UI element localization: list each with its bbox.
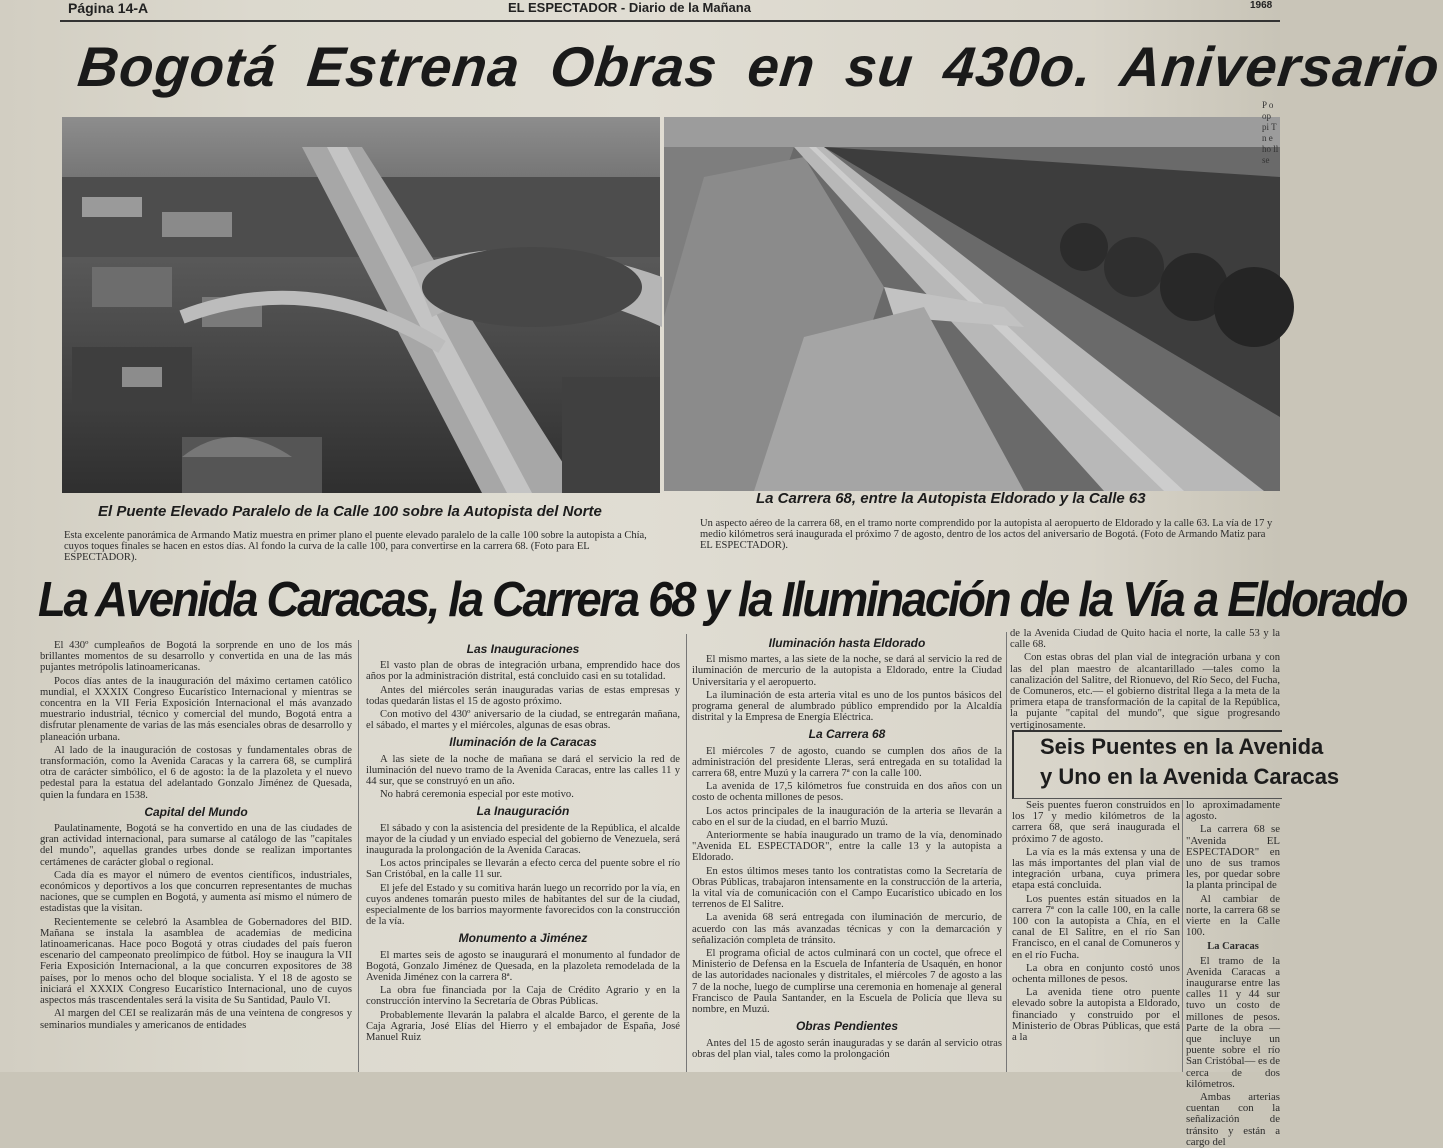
edge-year: 1968: [1250, 0, 1273, 11]
paragraph: Probablemente llevarán la palabra el alcalde Barco, el gerente de la Caja Agraria, José Elías del Hierro y el embajador de España, José Manuel Ruiz: [366, 1009, 680, 1044]
column-divider: [1182, 800, 1183, 1072]
paragraph: Cada día es mayor el número de eventos científicos, industriales, económicos y deportivos a los que concurren representantes de muchas naciones, que se cumplen en Bogotá, y aumenta así mismo el número de estadistas que la visitan.: [40, 869, 352, 915]
subhead-carrera-68: La Carrera 68: [808, 727, 886, 742]
paragraph: La iluminación de esta arteria vital es uno de los puntos básicos del programa general de alumbrado público emprendido por la Alcaldía distrital y la Empresa de Energía Eléctrica.: [692, 689, 1002, 724]
main-headline: Bogotá Estrena Obras en su 430o. Aniversario: [74, 35, 1443, 98]
article-column-1: [40, 640, 352, 1072]
paragraph: Antes del miércoles serán inauguradas varias de estas empresas y todas quedarán listas el 15 de agosto próximo.: [366, 684, 680, 707]
paragraph: El jefe del Estado y su comitiva harán luego un recorrido por la vía, en cuyos andenes tomarán puesto miles de habitantes del sur de la ciudad, especialmente de los barrios mayormente favorecidos con la construcción de la vía.: [366, 882, 680, 928]
paragraph: El vasto plan de obras de integración urbana, emprendido hace dos años por la administración distrital, está concluido casi en su totalidad.: [366, 660, 680, 683]
paragraph: Seis puentes fueron construidos en los 17 y medio kilómetros de la carrera 68, que será inaugurada el próximo 7 de agosto.: [1012, 799, 1180, 845]
sidebar-headline-box: [1012, 730, 1340, 799]
column-divider: [1006, 632, 1007, 1072]
paragraph: Pocos días antes de la inauguración del máximo certamen católico mundial, el XXXIX Congreso Eucarístico Internacional y mientras se concentra en la VII Feria Exposición Internacional el más avanzado muestrario industrial, técnico y comercial del mundo, Bogotá entra a disfrutar plenamente de varias de las más esenciales obras de desarrollo y planeación urbana.: [40, 675, 352, 743]
paragraph: Al cambiar de norte, la carrera 68 se vierte en la Calle 100.: [1186, 892, 1280, 939]
paragraph: El mismo martes, a las siete de la noche, se dará al servicio la red de iluminación de mercurio de la autopista a Eldorado, entre la Ciudad Universitaria y el aeropuerto.: [692, 654, 1002, 688]
paragraph: Al lado de la inauguración de costosas y fundamentales obras de transformación, como la Avenida Caracas y la carrera 68, se cumplirá otra de carácter simbólico, el 6 de agosto: la de la plazoleta y el nuevo pedestal para la estatua del adelantado Gonzalo Jiménez de Quesada, quien la fundara en 1538.: [40, 744, 352, 801]
paragraph: La vía es la más extensa y una de las más importantes del plan vial de integración urbana, cuya primera etapa está concluida.: [1012, 845, 1180, 892]
paragraph: Antes del 15 de agosto serán inauguradas y se darán al servicio otras obras del plan vial, tales como la prolongación: [692, 1037, 1002, 1060]
paragraph: La carrera 68 se "Avenida EL ESPECTADOR" en uno de sus tramos les, por quedar sobre la planta principal de: [1186, 823, 1280, 892]
photo-carrera-68: [664, 117, 1280, 491]
subhead-iluminacion-eldorado: Iluminación hasta Eldorado: [768, 636, 926, 650]
paragraph: La avenida de 17,5 kilómetros fue construida en dos años con un costo de ochenta millones de pesos.: [692, 781, 1002, 804]
masthead-rule: [60, 20, 1280, 22]
subhead-iluminacion-caracas: Iluminación de la Caracas: [449, 735, 597, 750]
paragraph: El miércoles 7 de agosto, cuando se cumplen dos años de la administración del presidente Lleras, será entregada en su totalidad la carrera 68, entre Muzú y la carrera 7ª con la calle 100.: [692, 745, 1002, 780]
paragraph: La obra en conjunto costó unos ochenta millones de pesos.: [1012, 961, 1180, 986]
paragraph: El programa oficial de actos culminará con un coctel, que ofrece el Ministerio de Defensa en la Escuela de Infantería de Usaquén, en honor de las autoridades nacionales y distritales, el miércoles 7 de agosto a las 7 de la noche, luego de cumplirse una ceremonia en homenaje al general Francisco de Paula Santander, en la Escuela de Policía que lleva su nombre, en Muzú.: [692, 948, 1002, 1016]
paragraph: de la Avenida Ciudad de Quito hacia el norte, la calle 53 y la calle 68.: [1010, 628, 1280, 651]
paragraph: Ambas arterias cuentan con la señalización de tránsito y están a cargo del: [1186, 1091, 1280, 1148]
subhead-monumento-jimenez: Monumento a Jiménez: [458, 931, 588, 946]
paragraph: Los actos principales se llevarán a efecto cerca del puente sobre el río San Cristóbal, en la calle 11 sur.: [366, 858, 680, 881]
left-photo-title: El Puente Elevado Paralelo de la Calle 100 sobre la Autopista del Norte: [98, 503, 602, 520]
paragraph: Con motivo del 430º aniversario de la ciudad, se entregarán mañana, el sábado, el martes y el miércoles, algunas de esas obras.: [366, 709, 680, 732]
right-photo-caption: Un aspecto aéreo de la carrera 68, en el tramo norte comprendido por la autopista al aeropuerto de Eldorado y la calle 63. La vía de 17 y medio kilómetros será inaugurada el próximo 7 de agosto, dentro de los actos del aniversario de Bogotá. (Foto de Armando Matiz para EL ESPECTADOR).: [700, 518, 1273, 551]
subhead-las-inauguraciones: Las Inauguraciones: [466, 642, 580, 656]
subhead-la-inauguracion: La Inauguración: [476, 804, 570, 819]
subhead-obras-pendientes: Obras Pendientes: [795, 1019, 899, 1034]
article-column-2: [366, 638, 680, 1072]
photo-puente-calle-100: [62, 117, 660, 493]
column-divider: [686, 634, 687, 1072]
paragraph: Al margen del CEI se realizarán más de una veintena de congresos y seminarios mundiales y americanos de entidades: [40, 1008, 352, 1031]
paragraph: Con estas obras del plan vial de integración urbana y con las del plan maestro de alcantarillado —tales como la canalización del Salitre, del Rionuevo, del Río Seco, del Fucha, de Comuneros, etc.— el gobierno distrital llega a la meta de la primera etapa de transformación de la capital de la República, la pujante "capital del mundo", que sigue progresando vertiginosamente.: [1010, 652, 1280, 731]
paragraph: lo aproximadamente agosto.: [1186, 799, 1280, 823]
adjacent-page-edge-text: P o op pi T n e ho ll se: [1262, 100, 1279, 165]
article-column-3: [692, 632, 1002, 1072]
paragraph: En estos últimos meses tanto los contratistas como la Secretaría de Obras Públicas, trabajaron intensamente en la construcción de la arteria, la vital vía de comunicación con el Campo Eucarístico ubicado en los terrenos de El Salitre.: [692, 865, 1002, 911]
left-photo-caption: Esta excelente panorámica de Armando Matiz muestra en primer plano el puente elevado paralelo de la calle 100 sobre la autopista a Chía, cuyos toques finales se hacen en estos días. Al fondo la curva de la calle 100, para convertirse en la carrera 68. (Foto para EL ESPECTADOR).: [64, 530, 647, 563]
sidebar-title-line-1: Seis Puentes en la Avenida: [1040, 734, 1324, 759]
paragraph: El 430º cumpleaños de Bogotá la sorprende en uno de los más brillantes momentos de su desarrollo y convertida en una de las más pujantes metrópolis latinoamericanas.: [40, 640, 352, 674]
paragraph: La obra fue financiada por la Caja de Crédito Agrario y en la construcción intervino la Secretaría de Obras Públicas.: [366, 985, 680, 1008]
paragraph: No habrá ceremonia especial por este motivo.: [380, 789, 574, 801]
paragraph: Anteriormente se había inaugurado un tramo de la vía, denominado "Avenida EL ESPECTADOR", entre la calle 13 y la autopista a Eldorado.: [692, 830, 1002, 864]
banner-headline: La Avenida Caracas, la Carrera 68 y la Iluminación de la Vía a Eldorado: [38, 573, 1407, 627]
page-number: Página 14-A: [68, 0, 149, 16]
sidebar-subhead-caracas: La Caracas: [1207, 941, 1259, 953]
sidebar-title-line-2: y Uno en la Avenida Caracas: [1040, 764, 1340, 789]
paragraph: El martes seis de agosto se inaugurará el monumento al fundador de Bogotá, Gonzalo Jiménez de Quesada, en la plazoleta remodelada de la Avenida Jiménez con la carrera 8ª.: [366, 949, 680, 984]
paragraph: A las siete de la noche de mañana se dará el servicio la red de iluminación del nuevo tramo de la Avenida Caracas, entre las calles 11 y 44 sur, que se construyó en un año.: [366, 753, 680, 788]
paragraph: Los puentes están situados en la carrera 7ª con la calle 100, en la calle 100 con la autopista a Chía, en el canal de El Salitre, en el río San Francisco, en el canal de Comuneros y en el río Fucha.: [1012, 892, 1180, 961]
masthead: EL ESPECTADOR - Diario de la Mañana: [508, 0, 751, 15]
paragraph: Los actos principales de la inauguración de la arteria se llevarán a cabo en el sur de la ciudad, en el barrio Muzú.: [692, 805, 1002, 828]
right-photo-title: La Carrera 68, entre la Autopista Eldorado y la Calle 63: [756, 490, 1146, 507]
paragraph: Paulatinamente, Bogotá se ha convertido en una de las ciudades de gran actividad internacional, para sumarse al catálogo de las "capitales del mundo", aquellas grandes urbes donde se realizan importantes certámenes de carácter global o regional.: [40, 823, 352, 868]
column-divider: [358, 640, 359, 1072]
paragraph: Recientemente se celebró la Asamblea de Gobernadores del BID. Mañana se instala la asamblea de academias de medicina latinoamericanas. Hace poco Bogotá y otras ciudades del país fueron escenario del campeonato preolímpico de fútbol. Hoy se inaugura la VII Feria Exposición Internacional, a la que concurren expositores de 38 países, por lo menos ocho del bloque socialista. Y el 18 de agosto se iniciará el XXXIX Congreso Eucarístico Internacional, uno de cuyos aspectos más trascendentales será la visita de Su Santidad, Paulo VI.: [40, 916, 352, 1007]
subhead-capital-del-mundo: Capital del Mundo: [144, 804, 248, 819]
article-column-4: [1010, 628, 1280, 731]
paragraph: El sábado y con la asistencia del presidente de la República, el alcalde mayor de la ciudad y un enviado especial del gobierno de Venezuela, será inaugurada la prolongación de la Avenida Caracas.: [366, 822, 680, 857]
paragraph: La avenida tiene otro puente elevado sobre la autopista a Eldorado, financiado y construido por el Ministerio de Obras Públicas, que está a la: [1012, 986, 1180, 1044]
sidebar-column-b: [1186, 799, 1280, 1148]
sidebar-column-a: [1012, 800, 1180, 1072]
paragraph: El tramo de la Avenida Caracas a inaugurarse entre las calles 11 y 44 sur tuvo un costo de millones de pesos. Parte de la obra —que incluye un puente sobre el río San Cristóbal— es de cerca de dos kilómetros.: [1186, 954, 1280, 1090]
paragraph: La avenida 68 será entregada con iluminación de mercurio, de acuerdo con las más avanzadas técnicas y con la demarcación y señalización completa de tránsito.: [692, 912, 1002, 946]
